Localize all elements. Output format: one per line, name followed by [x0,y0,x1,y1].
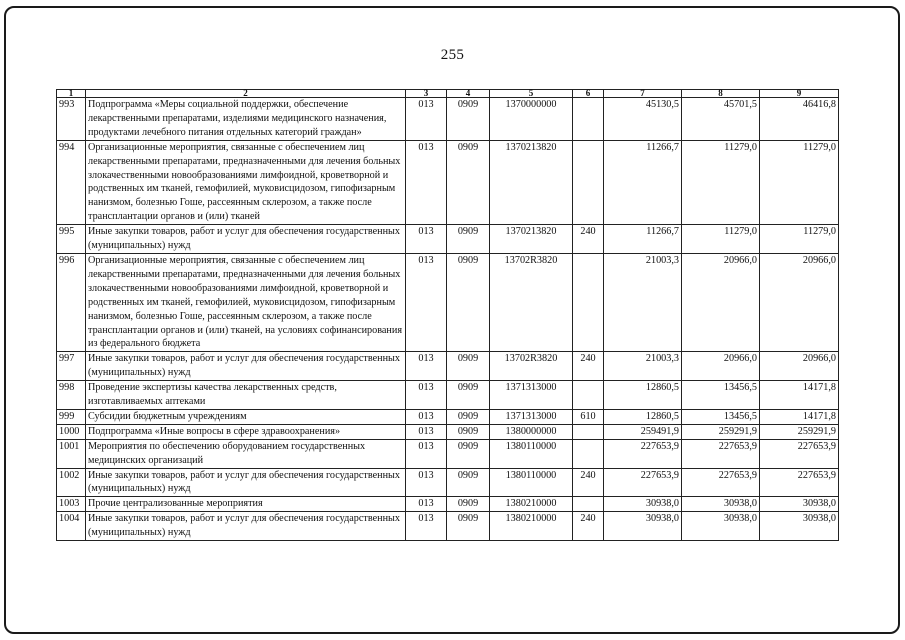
row-code-6: 240 [573,512,604,541]
row-sum-7: 11266,7 [604,225,682,254]
row-name: Мероприятия по обеспечению оборудованием государственных медицинских организаций [86,439,406,468]
row-sum-8: 13456,5 [682,381,760,410]
row-sum-7: 227653,9 [604,468,682,497]
row-code-4: 0909 [447,424,490,439]
row-code-5: 1370213820 [490,225,573,254]
col-header-1: 1 [57,90,86,98]
row-sum-8: 11279,0 [682,225,760,254]
row-code-3: 013 [406,439,447,468]
row-code-3: 013 [406,225,447,254]
row-code-4: 0909 [447,98,490,141]
table-row [57,468,839,497]
row-code-3: 013 [406,140,447,224]
col-header-8: 8 [682,90,760,98]
table-row [57,512,839,541]
row-sum-9: 11279,0 [760,225,839,254]
row-code-4: 0909 [447,497,490,512]
row-name: Подпрограмма «Иные вопросы в сфере здравоохранения» [86,424,406,439]
row-sum-8: 227653,9 [682,439,760,468]
col-header-2: 2 [86,90,406,98]
row-code-5: 1380110000 [490,468,573,497]
row-sum-7: 30938,0 [604,512,682,541]
row-code-6 [573,497,604,512]
row-code-4: 0909 [447,381,490,410]
row-number: 993 [57,98,86,141]
row-code-5: 1371313000 [490,409,573,424]
budget-table [56,89,839,541]
row-sum-7: 21003,3 [604,352,682,381]
row-sum-8: 227653,9 [682,468,760,497]
row-name: Прочие централизованные мероприятия [86,497,406,512]
row-code-3: 013 [406,468,447,497]
row-number: 1000 [57,424,86,439]
row-code-3: 013 [406,512,447,541]
row-sum-7: 21003,3 [604,253,682,351]
row-sum-9: 14171,8 [760,381,839,410]
row-sum-9: 259291,9 [760,424,839,439]
row-sum-8: 30938,0 [682,497,760,512]
row-code-5: 1380210000 [490,497,573,512]
row-name: Иные закупки товаров, работ и услуг для обеспечения государственных (муниципальных) нужд [86,225,406,254]
row-sum-8: 13456,5 [682,409,760,424]
table-header-row [57,90,839,98]
row-code-6 [573,439,604,468]
row-code-4: 0909 [447,439,490,468]
row-name: Организационные мероприятия, связанные с обеспечением лиц лекарственными препаратами, предназначенными для лечения больных злокачественными новообразованиями лимфоидной, кроветворной и родственных им тканей, гемофилией, муковисцидозом, гипофизарным нанизмом, болезнью Гоше, рассеянным склерозом, а также после трансплантации органов и (или) тканей [86,140,406,224]
row-name: Подпрограмма «Меры социальной поддержки, обеспечение лекарственными препаратами, изделиями медицинского назначения, продуктами лечебного питания отдельных категорий граждан» [86,98,406,141]
row-code-3: 013 [406,497,447,512]
row-sum-9: 14171,8 [760,409,839,424]
row-number: 995 [57,225,86,254]
row-number: 1002 [57,468,86,497]
table-row [57,439,839,468]
row-number: 997 [57,352,86,381]
row-sum-8: 20966,0 [682,352,760,381]
col-header-5: 5 [490,90,573,98]
row-code-4: 0909 [447,409,490,424]
row-code-3: 013 [406,352,447,381]
row-code-5: 1370000000 [490,98,573,141]
page-number: 255 [440,47,465,63]
row-sum-7: 30938,0 [604,497,682,512]
row-sum-9: 30938,0 [760,497,839,512]
row-name: Субсидии бюджетным учреждениям [86,409,406,424]
row-name: Иные закупки товаров, работ и услуг для обеспечения государственных (муниципальных) нужд [86,468,406,497]
table-row [57,409,839,424]
row-code-5: 1371313000 [490,381,573,410]
row-name: Организационные мероприятия, связанные с обеспечением лиц лекарственными препаратами, предназначенными для лечения больных злокачественными новообразованиями лимфоидной, кроветворной и родственных им тканей, гемофилией, муковисцидозом, гипофизарным нанизмом, болезнью Гоше, рассеянным склерозом, а также после трансплантации органов и (или) тканей, на условиях софинансирования из федерального бюджета [86,253,406,351]
table-row [57,424,839,439]
row-code-6 [573,424,604,439]
col-header-7: 7 [604,90,682,98]
row-sum-8: 11279,0 [682,140,760,224]
row-sum-7: 11266,7 [604,140,682,224]
row-sum-7: 259491,9 [604,424,682,439]
row-code-3: 013 [406,424,447,439]
row-code-6 [573,253,604,351]
row-code-6 [573,140,604,224]
row-code-6: 610 [573,409,604,424]
row-number: 999 [57,409,86,424]
row-code-4: 0909 [447,468,490,497]
row-number: 1004 [57,512,86,541]
row-sum-9: 46416,8 [760,98,839,141]
row-sum-8: 30938,0 [682,512,760,541]
row-sum-9: 30938,0 [760,512,839,541]
row-code-5: 1380210000 [490,512,573,541]
col-header-6: 6 [573,90,604,98]
table-row [57,352,839,381]
row-number: 996 [57,253,86,351]
table-row [57,497,839,512]
col-header-9: 9 [760,90,839,98]
row-sum-9: 11279,0 [760,140,839,224]
row-number: 998 [57,381,86,410]
row-sum-8: 259291,9 [682,424,760,439]
row-code-3: 013 [406,409,447,424]
row-code-3: 013 [406,253,447,351]
row-sum-7: 12860,5 [604,381,682,410]
row-code-4: 0909 [447,140,490,224]
row-number: 994 [57,140,86,224]
row-code-5: 1380110000 [490,439,573,468]
row-sum-7: 12860,5 [604,409,682,424]
row-code-4: 0909 [447,253,490,351]
row-sum-8: 20966,0 [682,253,760,351]
table-row [57,381,839,410]
row-sum-9: 227653,9 [760,439,839,468]
row-code-5: 1370213820 [490,140,573,224]
row-sum-9: 20966,0 [760,352,839,381]
table-row [57,98,839,141]
row-name: Проведение экспертизы качества лекарственных средств, изготавливаемых аптеками [86,381,406,410]
col-header-4: 4 [447,90,490,98]
row-code-6: 240 [573,352,604,381]
row-code-4: 0909 [447,512,490,541]
row-code-5: 1380000000 [490,424,573,439]
row-name: Иные закупки товаров, работ и услуг для обеспечения государственных (муниципальных) нужд [86,512,406,541]
row-sum-7: 45130,5 [604,98,682,141]
table-row [57,225,839,254]
row-code-4: 0909 [447,225,490,254]
row-code-6: 240 [573,468,604,497]
row-sum-8: 45701,5 [682,98,760,141]
row-sum-9: 20966,0 [760,253,839,351]
table-row [57,253,839,351]
row-code-6 [573,98,604,141]
table-body [57,98,839,541]
row-code-5: 13702R3820 [490,352,573,381]
row-sum-7: 227653,9 [604,439,682,468]
row-sum-9: 227653,9 [760,468,839,497]
row-number: 1001 [57,439,86,468]
row-name: Иные закупки товаров, работ и услуг для обеспечения государственных (муниципальных) нужд [86,352,406,381]
row-code-6 [573,381,604,410]
table-row [57,140,839,224]
row-code-5: 13702R3820 [490,253,573,351]
row-code-3: 013 [406,98,447,141]
row-number: 1003 [57,497,86,512]
col-header-3: 3 [406,90,447,98]
row-code-4: 0909 [447,352,490,381]
row-code-6: 240 [573,225,604,254]
row-code-3: 013 [406,381,447,410]
